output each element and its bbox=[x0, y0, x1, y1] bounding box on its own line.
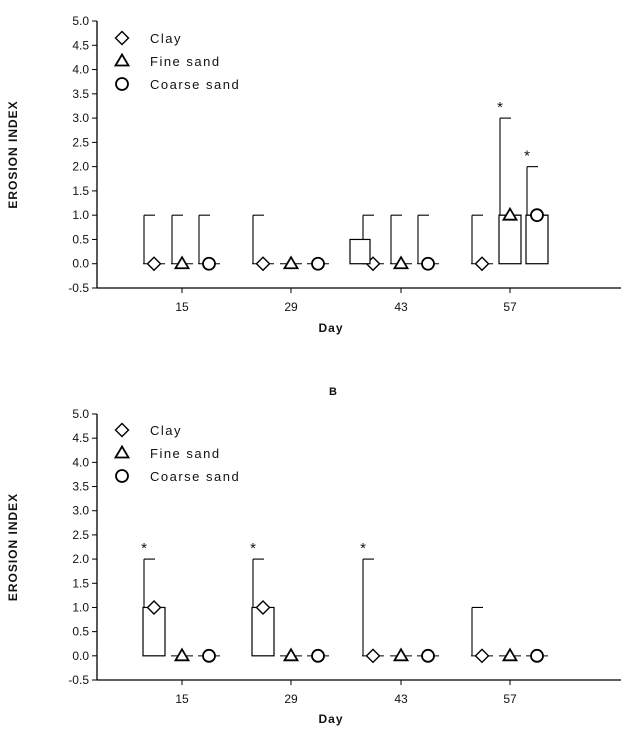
diamond-marker bbox=[148, 257, 161, 270]
y-tick-label: 2.5 bbox=[72, 135, 89, 150]
circle-marker bbox=[422, 650, 434, 662]
y-tick-label: 4.0 bbox=[72, 455, 89, 470]
y-tick-label: 2.0 bbox=[72, 552, 89, 567]
y-tick-label: 2.5 bbox=[72, 527, 89, 542]
significance-star: * bbox=[524, 147, 530, 165]
circle-marker bbox=[116, 470, 128, 482]
x-tick-label: 57 bbox=[503, 300, 517, 314]
y-tick-label: 5.0 bbox=[72, 407, 89, 421]
circle-marker bbox=[203, 650, 215, 662]
y-tick-label: 3.0 bbox=[72, 503, 89, 518]
legend-label: Clay bbox=[150, 423, 183, 438]
significance-star: * bbox=[497, 99, 503, 117]
y-tick-label: 5.0 bbox=[72, 14, 89, 28]
significance-star: * bbox=[141, 540, 147, 558]
x-tick-label: 43 bbox=[394, 692, 408, 706]
y-tick-label: 2.0 bbox=[72, 159, 89, 174]
y-tick-label: 0.0 bbox=[72, 648, 89, 663]
diamond-marker bbox=[116, 32, 129, 45]
x-axis-title: Day bbox=[318, 321, 344, 335]
triangle-marker bbox=[504, 209, 517, 220]
circle-marker bbox=[422, 258, 434, 270]
y-tick-label: 3.5 bbox=[72, 479, 89, 494]
circle-marker bbox=[312, 650, 324, 662]
circle-marker bbox=[531, 209, 543, 221]
y-tick-label: 0.0 bbox=[72, 256, 89, 271]
triangle-marker bbox=[116, 447, 129, 458]
y-tick-label: 4.5 bbox=[72, 38, 89, 53]
y-tick-label: -0.5 bbox=[68, 281, 89, 295]
y-tick-label: 1.0 bbox=[72, 600, 89, 615]
y-tick-label: 3.0 bbox=[72, 111, 89, 126]
y-tick-label: 4.0 bbox=[72, 62, 89, 77]
bar bbox=[350, 239, 370, 263]
circle-marker bbox=[312, 258, 324, 270]
legend-label: Fine sand bbox=[150, 54, 221, 69]
y-tick-label: 0.5 bbox=[72, 232, 89, 247]
x-tick-label: 29 bbox=[284, 692, 298, 706]
diamond-marker bbox=[116, 424, 129, 437]
legend-label: Fine sand bbox=[150, 446, 221, 461]
y-tick-label: 1.0 bbox=[72, 208, 89, 223]
y-tick-label: 1.5 bbox=[72, 183, 89, 198]
triangle-marker bbox=[176, 257, 189, 268]
y-tick-label: 3.5 bbox=[72, 86, 89, 101]
diamond-marker bbox=[367, 649, 380, 662]
y-tick-label: 0.5 bbox=[72, 624, 89, 639]
x-tick-label: 57 bbox=[503, 692, 517, 706]
triangle-marker bbox=[176, 649, 189, 660]
y-tick-label: -0.5 bbox=[68, 673, 89, 687]
triangle-marker bbox=[116, 55, 129, 66]
legend-label: Coarse sand bbox=[150, 77, 241, 92]
bar bbox=[526, 215, 548, 264]
y-axis-title: EROSION INDEX bbox=[6, 100, 20, 209]
significance-star: * bbox=[360, 540, 366, 558]
diamond-marker bbox=[476, 649, 489, 662]
x-tick-label: 29 bbox=[284, 300, 298, 314]
circle-marker bbox=[116, 78, 128, 90]
legend-label: Clay bbox=[150, 31, 183, 46]
x-tick-label: 15 bbox=[175, 300, 189, 314]
diamond-marker bbox=[257, 257, 270, 270]
y-axis-title: EROSION INDEX bbox=[6, 492, 20, 602]
triangle-marker bbox=[285, 257, 298, 268]
legend-label: Coarse sand bbox=[150, 469, 241, 484]
triangle-marker bbox=[504, 649, 517, 660]
bar bbox=[499, 215, 521, 264]
chart-panel-b bbox=[6, 386, 621, 726]
triangle-marker bbox=[395, 257, 408, 268]
chart-panel-a bbox=[6, 14, 621, 335]
x-tick-label: 43 bbox=[394, 300, 408, 314]
x-tick-label: 15 bbox=[175, 692, 189, 706]
significance-star: * bbox=[250, 540, 256, 558]
triangle-marker bbox=[285, 649, 298, 660]
x-axis-title: Day bbox=[318, 712, 344, 726]
circle-marker bbox=[203, 258, 215, 270]
panel-label: B bbox=[329, 386, 337, 398]
y-tick-label: 1.5 bbox=[72, 576, 89, 591]
circle-marker bbox=[531, 650, 543, 662]
diamond-marker bbox=[476, 257, 489, 270]
triangle-marker bbox=[395, 649, 408, 660]
y-tick-label: 4.5 bbox=[72, 431, 89, 446]
